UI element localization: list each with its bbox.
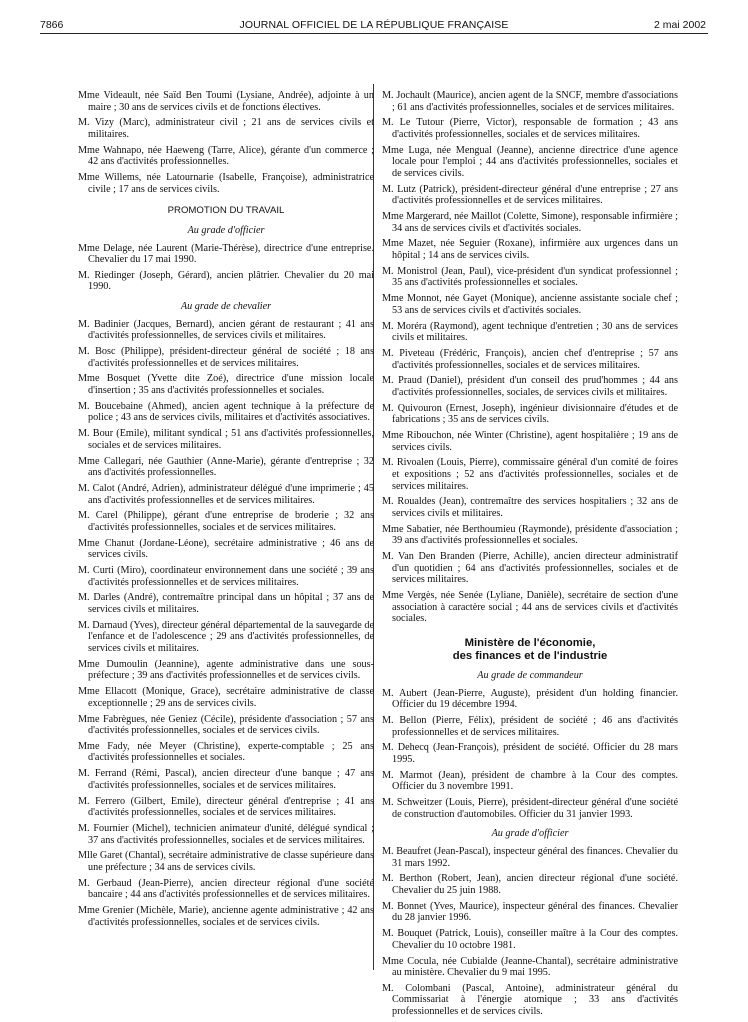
decree-entry: Mme Bosquet (Yvette dite Zoé), directrice d'une mission locale d'insertion ; 35 ans d'activités professionnelles et sociales. [78,373,374,396]
decree-entry: M. Rivoalen (Louis, Pierre), commissaire général d'un comité de foires et expositions ; 52 ans d'activités professionnelles, sociales et de services militaires. [382,457,678,492]
right-column [382,90,678,1022]
decree-entry: Mme Vergès, née Senée (Lyliane, Danièle), secrétaire de section d'une association à caractère social ; 44 ans de services civils et d'activités sociales. [382,590,678,625]
decree-entry: Mme Fady, née Meyer (Christine), experte-comptable ; 25 ans d'activités professionnelles et sociales. [78,740,374,764]
decree-entry: M. Monistrol (Jean, Paul), vice-président d'un syndicat professionnel ; 35 ans d'activités professionnelles et sociales. [382,265,678,289]
decree-entry: Mme Monnot, née Gayet (Monique), ancienne assistante sociale chef ; 53 ans de services civils et d'activités sociales. [382,293,678,316]
decree-entry: M. Schweitzer (Louis, Pierre), président-directeur général d'une société de construction d'automobiles. Officier du 31 janvier 1993. [382,797,678,820]
header-rule [40,33,708,34]
grade-heading-commandeur: Au grade de commandeur [477,670,583,682]
decree-entry: Mlle Garet (Chantal), secrétaire administrative de classe supérieure dans une préfecture ; 34 ans de services civils. [78,850,374,873]
decree-entry: Mme Grenier (Michèle, Marie), ancienne agente administrative ; 42 ans d'activités professionnelles, sociales et de services civils. [78,905,374,928]
decree-entry: M. Boucebaine (Ahmed), ancien agent technique à la préfecture de police ; 43 ans de services civils, militaires et d'activités associatives. [78,400,374,424]
decree-entry: Mme Margerard, née Maillot (Colette, Simone), responsable infirmière ; 34 ans de services civils et d'activités sociales. [382,211,678,234]
decree-entry: M. Dehecq (Jean-François), président de société. Officier du 28 mars 1995. [382,742,678,766]
decree-entry: Mme Cocula, née Cubialde (Jeanne-Chantal), secrétaire administrative au ministère. Chevalier du 9 mai 1995. [382,955,678,979]
left-top-entries [78,90,374,195]
decree-entry: M. Darles (André), contremaître principal dans un hôpital ; 37 ans de services civils et militaires. [78,592,374,615]
decree-entry: M. Bonnet (Yves, Maurice), inspecteur général des finances. Chevalier du 28 janvier 1996. [382,900,678,924]
decree-entry: M. Lutz (Patrick), président-directeur général d'une entreprise ; 27 ans d'activités professionnelles et de services militaires. [382,183,678,207]
decree-entry: M. Curti (Miro), coordinateur environnement dans une société ; 39 ans d'activités professionnelles et de services militaires. [78,565,374,588]
decree-entry: M. Fournier (Michel), technicien animateur d'unité, délégué syndical ; 37 ans d'activités professionnelles, sociales et de services militaires. [78,823,374,846]
decree-entry: Mme Dumoulin (Jeannine), agente administrative dans une sous-préfecture ; 39 ans d'activités professionnelles et de services civils. [78,658,374,682]
grade-heading-chevalier: Au grade de chevalier [180,301,272,313]
grade-heading-officier: Au grade d'officier [187,224,265,236]
decree-entry: M. Riedinger (Joseph, Gérard), ancien plâtrier. Chevalier du 20 mai 1990. [78,269,374,293]
decree-entry: M. Carel (Philippe), gérant d'une entreprise de broderie ; 32 ans d'activités professionnelles, sociales et de services militaires. [78,510,374,533]
decree-entry: Mme Delage, née Laurent (Marie-Thérèse), directrice d'une entreprise. Chevalier du 17 mai 1990. [78,242,374,266]
decree-entry: Mme Mazet, née Seguier (Roxane), infirmière aux urgences dans un hôpital ; 14 ans de services civils. [382,238,678,262]
decree-entry: Mme Wahnapo, née Haeweng (Tarre, Alice), gérante d'un commerce ; 42 ans d'activités professionnelles. [78,144,374,168]
decree-entry: Mme Chanut (Jordane-Léone), secrétaire administrative ; 46 ans de services civils. [78,537,374,561]
decree-entry: M. Calot (André, Adrien), administrateur délégué d'une imprimerie ; 45 ans d'activités professionnelles et de services militaires. [78,482,374,506]
decree-entry: M. Jochault (Maurice), ancien agent de la SNCF, membre d'associations ; 61 ans d'activités professionnelles, sociales et de services militaires. [382,90,678,113]
decree-entry: M. Moréra (Raymond), agent technique d'entretien ; 30 ans de services civils et militaires. [382,320,678,344]
decree-entry: M. Bellon (Pierre, Félix), président de société ; 46 ans d'activités professionnelles et de services militaires. [382,715,678,738]
decree-entry: M. Aubert (Jean-Pierre, Auguste), président d'un holding financier. Officier du 19 décembre 1994. [382,687,678,711]
decree-entry: M. Berthon (Robert, Jean), ancien directeur régional d'une société. Chevalier du 25 juin 1988. [382,873,678,896]
decree-entry: Mme Ribouchon, née Winter (Christine), agent hospitalière ; 19 ans de services civils. [382,430,678,453]
decree-entry: M. Bouquet (Patrick, Louis), conseiller maître à la Cour des comptes. Chevalier du 10 octobre 1981. [382,928,678,951]
decree-entry: Mme Willems, née Latournarie (Isabelle, Françoise), administratrice civile ; 17 ans de services civils. [78,172,374,195]
right-officier-entries [382,846,678,1018]
decree-entry: M. Ferrand (Rémi, Pascal), ancien directeur d'une banque ; 47 ans d'activités professionnelles, sociales et de services militaires. [78,768,374,791]
decree-entry: Mme Callegari, née Gauthier (Anne-Marie), gérante d'entreprise ; 32 ans d'activités professionnelles. [78,455,374,479]
decree-entry: M. Praud (Daniel), président d'un conseil des prud'hommes ; 44 ans d'activités professionnelles, sociales, de services civils et militaires. [382,375,678,398]
decree-entry: M. Colombani (Pascal, Antoine), administrateur général du Commissariat à l'énergie atomique ; 33 ans d'activités professionnelles et de services civils. [382,982,678,1018]
decree-entry: M. Vizy (Marc), administrateur civil ; 21 ans de services civils et militaires. [78,117,374,140]
page-number: 7866 [40,19,64,31]
section-title: PROMOTION DU TRAVAIL [167,205,285,217]
decree-entry: M. Marmot (Jean), président de chambre à la Cour des comptes. Officier du 3 novembre 1991. [382,769,678,793]
decree-entry: M. Van Den Branden (Pierre, Achille), ancien directeur administratif d'un quotidien ; 64 ans d'activités professionnelles, sociales et de services militaires. [382,551,678,586]
decree-entry: M. Quivouron (Ernest, Joseph), ingénieur divisionnaire d'études et de fabrications ; 35 ans de services civils. [382,402,678,426]
decree-entry: M. Badinier (Jacques, Bernard), ancien gérant de restaurant ; 41 ans d'activités professionnelles, de services civils et militaires. [78,318,374,342]
decree-entry: M. Roualdes (Jean), contremaître des services hospitaliers ; 32 ans de services civils et militaires. [382,496,678,520]
ministry-line-2: des finances et de l'industrie [452,649,608,662]
page-header [0,0,748,40]
decree-entry: M. Gerbaud (Jean-Pierre), ancien directeur régional d'une société bancaire ; 44 ans d'activités professionnelles et de services militaires. [78,877,374,901]
decree-entry: Mme Luga, née Mengual (Jeanne), ancienne directrice d'une agence locale pour l'emploi ; 44 ans d'activités professionnelles, sociales et de services civils. [382,144,678,179]
grade-heading-officier-right: Au grade d'officier [491,828,569,840]
decree-entry: M. Darnaud (Yves), directeur général départemental de la sauvegarde de l'enfance et de l'adolescence ; 29 ans d'activités professionnelles, de services civils et militaires. [78,619,374,654]
left-chevalier-entries [78,319,374,929]
decree-entry: M. Beaufret (Jean-Pascal), inspecteur général des finances. Chevalier du 31 mars 1992. [382,846,678,869]
right-top-entries [382,90,678,625]
left-officier-entries [78,243,374,294]
decree-entry: M. Le Tutour (Pierre, Victor), responsable de formation ; 43 ans d'activités professionnelles, sociales et de services militaires. [382,117,678,140]
decree-entry: M. Bosc (Philippe), président-directeur général de société ; 18 ans d'activités professionnelles et de services militaires. [78,346,374,369]
decree-entry: M. Piveteau (Frédéric, François), ancien chef d'entreprise ; 57 ans d'activités professionnelles, sociales et de services militaires. [382,347,678,371]
decree-entry: Mme Fabrègues, née Geniez (Cécile), présidente d'association ; 57 ans d'activités professionnelles, sociales et de services civils. [78,713,374,737]
left-column [78,90,374,933]
issue-date: 2 mai 2002 [654,19,706,31]
decree-entry: M. Bour (Emile), militant syndical ; 51 ans d'activités professionnelles, sociales et de services militaires. [78,428,374,451]
journal-title: JOURNAL OFFICIEL DE LA RÉPUBLIQUE FRANÇAISE [239,19,509,31]
decree-entry: Mme Videault, née Saïd Ben Toumi (Lysiane, Andrée), adjointe à un maire ; 30 ans de services civils et de fonctions électives. [78,90,374,113]
ministry-heading [382,637,678,662]
ministry-line-1: Ministère de l'économie, [464,636,596,649]
decree-entry: Mme Sabatier, née Berthoumieu (Raymonde), présidente d'association ; 39 ans d'activités professionnelles et sociales. [382,523,678,547]
decree-entry: M. Ferrero (Gilbert, Emile), directeur général d'entreprise ; 41 ans d'activités professionnelles, sociales et de services militaires. [78,795,374,819]
decree-entry: Mme Ellacott (Monique, Grace), secrétaire administrative de classe exceptionnelle ; 29 ans de services civils. [78,686,374,709]
right-commandeur-entries [382,688,678,821]
